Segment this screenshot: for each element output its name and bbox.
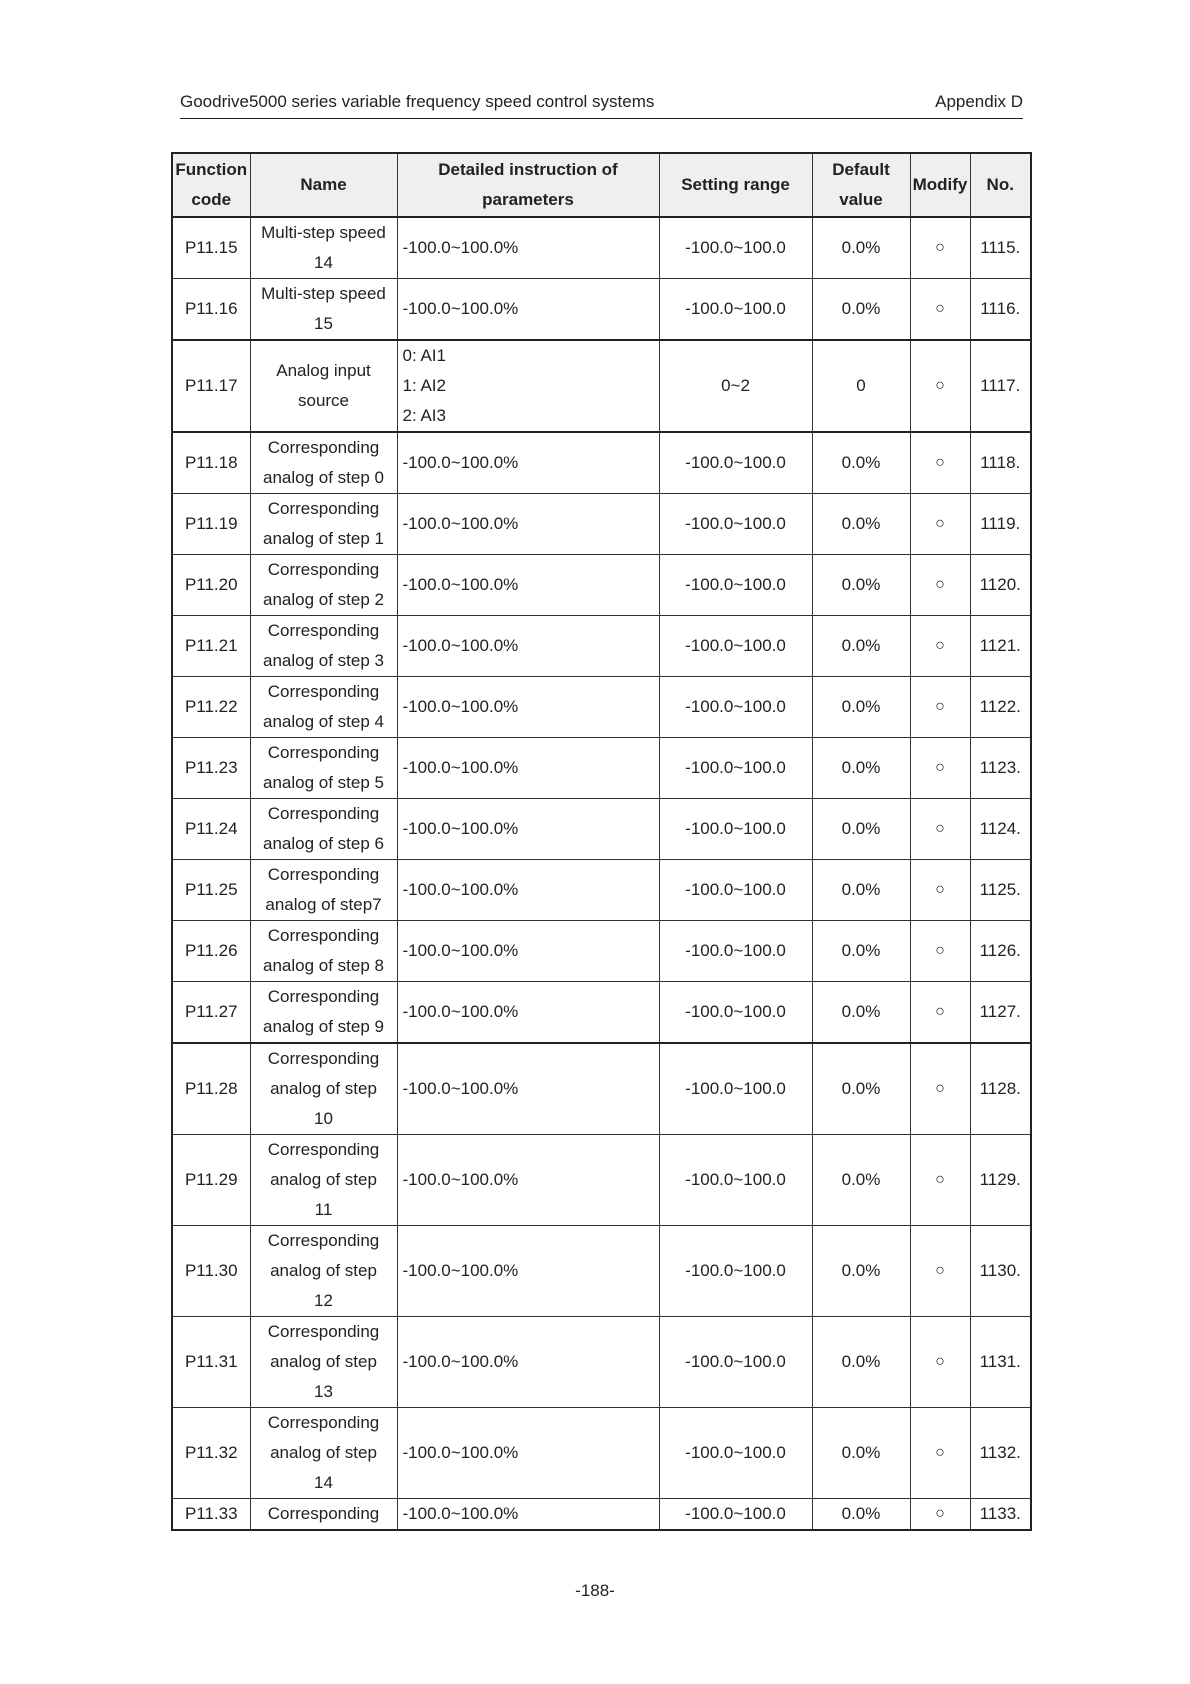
description-line: 0: AI1 xyxy=(402,346,446,365)
parameter-number: 1127. xyxy=(970,982,1031,1044)
name-line: analog of step xyxy=(270,1079,377,1098)
default-value: 0.0% xyxy=(812,677,910,738)
parameter-description xyxy=(397,494,659,555)
default-value: 0.0% xyxy=(812,217,910,279)
parameter-name xyxy=(250,555,397,616)
function-code: P11.25 xyxy=(172,860,250,921)
table-row xyxy=(172,217,1031,279)
parameter-number: 1131. xyxy=(970,1317,1031,1408)
column-header: Default value xyxy=(812,153,910,217)
default-value: 0.0% xyxy=(812,982,910,1044)
name-line: Corresponding xyxy=(267,987,380,1006)
table-row xyxy=(172,1499,1031,1531)
parameter-name xyxy=(250,982,397,1044)
column-header: Setting range xyxy=(659,153,812,217)
function-code: P11.28 xyxy=(172,1043,250,1135)
description-line: 2: AI3 xyxy=(402,406,446,425)
parameter-name xyxy=(250,616,397,677)
name-line: 11 xyxy=(314,1200,333,1219)
modify-circle-icon: ○ xyxy=(910,432,970,494)
parameter-name xyxy=(250,279,397,341)
modify-circle-icon: ○ xyxy=(910,616,970,677)
parameter-description xyxy=(397,616,659,677)
name-line: Corresponding xyxy=(267,560,380,579)
default-value: 0.0% xyxy=(812,1408,910,1499)
default-value: 0.0% xyxy=(812,1043,910,1135)
parameter-number: 1130. xyxy=(970,1226,1031,1317)
modify-circle-icon: ○ xyxy=(910,860,970,921)
modify-circle-icon: ○ xyxy=(910,677,970,738)
parameter-description xyxy=(397,1499,659,1531)
default-value: 0.0% xyxy=(812,555,910,616)
modify-circle-icon: ○ xyxy=(910,217,970,279)
name-line: Corresponding xyxy=(267,804,380,823)
table-row xyxy=(172,340,1031,432)
default-value: 0.0% xyxy=(812,1135,910,1226)
default-value: 0.0% xyxy=(812,860,910,921)
modify-circle-icon: ○ xyxy=(910,1317,970,1408)
parameter-number: 1119. xyxy=(970,494,1031,555)
parameter-number: 1133. xyxy=(970,1499,1031,1531)
parameter-description xyxy=(397,1135,659,1226)
name-line: 12 xyxy=(314,1291,333,1310)
parameter-name xyxy=(250,494,397,555)
description-line: -100.0~100.0% xyxy=(402,1170,519,1189)
modify-circle-icon: ○ xyxy=(910,1135,970,1226)
table-row xyxy=(172,1408,1031,1499)
name-line: Corresponding xyxy=(267,682,380,701)
column-header: Modify xyxy=(910,153,970,217)
parameter-description xyxy=(397,340,659,432)
name-line: analog of step xyxy=(270,1170,377,1189)
parameter-description xyxy=(397,860,659,921)
parameter-description xyxy=(397,921,659,982)
function-code: P11.32 xyxy=(172,1408,250,1499)
setting-range: -100.0~100.0 xyxy=(659,799,812,860)
name-line: Corresponding xyxy=(267,499,380,518)
parameter-name xyxy=(250,860,397,921)
setting-range: -100.0~100.0 xyxy=(659,738,812,799)
parameter-number: 1116. xyxy=(970,279,1031,341)
parameter-description xyxy=(397,738,659,799)
table-row xyxy=(172,677,1031,738)
name-line: Corresponding xyxy=(267,1140,380,1159)
modify-circle-icon: ○ xyxy=(910,1043,970,1135)
parameter-description xyxy=(397,432,659,494)
name-line: Multi-step speed xyxy=(261,223,386,242)
table-row xyxy=(172,860,1031,921)
setting-range: -100.0~100.0 xyxy=(659,982,812,1044)
parameter-number: 1118. xyxy=(970,432,1031,494)
name-line: analog of step 5 xyxy=(263,773,384,792)
setting-range: -100.0~100.0 xyxy=(659,1226,812,1317)
description-line: 1: AI2 xyxy=(402,376,446,395)
setting-range: -100.0~100.0 xyxy=(659,921,812,982)
column-header: No. xyxy=(970,153,1031,217)
description-line: -100.0~100.0% xyxy=(402,636,519,655)
setting-range: -100.0~100.0 xyxy=(659,1043,812,1135)
parameter-description xyxy=(397,1408,659,1499)
function-code: P11.33 xyxy=(172,1499,250,1531)
modify-circle-icon: ○ xyxy=(910,555,970,616)
function-code: P11.30 xyxy=(172,1226,250,1317)
document-title: Goodrive5000 series variable frequency speed control systems xyxy=(180,92,655,111)
setting-range: -100.0~100.0 xyxy=(659,1408,812,1499)
parameter-description xyxy=(397,1043,659,1135)
parameter-name xyxy=(250,921,397,982)
parameter-description xyxy=(397,1317,659,1408)
parameter-number: 1128. xyxy=(970,1043,1031,1135)
description-line: -100.0~100.0% xyxy=(402,1352,519,1371)
table-row xyxy=(172,1317,1031,1408)
name-line: analog of step 2 xyxy=(263,590,384,609)
modify-circle-icon: ○ xyxy=(910,279,970,341)
table-row xyxy=(172,921,1031,982)
description-line: -100.0~100.0% xyxy=(402,1443,519,1462)
name-line: 14 xyxy=(314,253,333,272)
parameter-number: 1125. xyxy=(970,860,1031,921)
name-line: Multi-step speed xyxy=(261,284,386,303)
description-line: -100.0~100.0% xyxy=(402,697,519,716)
description-line: -100.0~100.0% xyxy=(402,1079,519,1098)
name-line: analog of step 6 xyxy=(263,834,384,853)
description-line: -100.0~100.0% xyxy=(402,299,519,318)
name-line: analog of step xyxy=(270,1443,377,1462)
name-line: analog of step 8 xyxy=(263,956,384,975)
description-line: -100.0~100.0% xyxy=(402,1261,519,1280)
setting-range: -100.0~100.0 xyxy=(659,1135,812,1226)
table-row xyxy=(172,982,1031,1044)
function-code: P11.26 xyxy=(172,921,250,982)
default-value: 0.0% xyxy=(812,432,910,494)
table-row xyxy=(172,1226,1031,1317)
name-line: 13 xyxy=(314,1382,333,1401)
name-line: analog of step 9 xyxy=(263,1017,384,1036)
parameter-number: 1122. xyxy=(970,677,1031,738)
setting-range: -100.0~100.0 xyxy=(659,555,812,616)
default-value: 0.0% xyxy=(812,616,910,677)
description-line: -100.0~100.0% xyxy=(402,575,519,594)
parameter-table xyxy=(171,152,1032,1531)
modify-circle-icon: ○ xyxy=(910,1499,970,1531)
parameter-name xyxy=(250,799,397,860)
setting-range: -100.0~100.0 xyxy=(659,616,812,677)
page-number: -188- xyxy=(575,1581,615,1600)
modify-circle-icon: ○ xyxy=(910,494,970,555)
name-line: Corresponding xyxy=(267,438,380,457)
default-value: 0.0% xyxy=(812,1499,910,1531)
name-line: Corresponding xyxy=(267,1231,380,1250)
function-code: P11.20 xyxy=(172,555,250,616)
page-header xyxy=(180,88,1023,119)
appendix-label: Appendix D xyxy=(935,92,1023,111)
parameter-name xyxy=(250,1043,397,1135)
name-line: 14 xyxy=(314,1473,333,1492)
setting-range: -100.0~100.0 xyxy=(659,677,812,738)
description-line: -100.0~100.0% xyxy=(402,941,519,960)
name-line: source xyxy=(297,391,350,410)
setting-range: 0~2 xyxy=(659,340,812,432)
function-code: P11.19 xyxy=(172,494,250,555)
setting-range: -100.0~100.0 xyxy=(659,860,812,921)
modify-circle-icon: ○ xyxy=(910,1408,970,1499)
table-row xyxy=(172,494,1031,555)
function-code: P11.16 xyxy=(172,279,250,341)
name-line: Analog input xyxy=(276,361,371,380)
table-row xyxy=(172,1135,1031,1226)
default-value: 0.0% xyxy=(812,738,910,799)
parameter-name xyxy=(250,1408,397,1499)
table-header-row xyxy=(172,153,1031,217)
name-line: analog of step xyxy=(270,1261,377,1280)
function-code: P11.24 xyxy=(172,799,250,860)
description-line: -100.0~100.0% xyxy=(402,1002,519,1021)
parameter-name xyxy=(250,1226,397,1317)
name-line: analog of step 3 xyxy=(263,651,384,670)
name-line: Corresponding xyxy=(267,1504,380,1523)
name-line: Corresponding xyxy=(267,621,380,640)
parameter-name xyxy=(250,738,397,799)
description-line: -100.0~100.0% xyxy=(402,758,519,777)
default-value: 0.0% xyxy=(812,799,910,860)
function-code: P11.17 xyxy=(172,340,250,432)
parameter-number: 1132. xyxy=(970,1408,1031,1499)
function-code: P11.21 xyxy=(172,616,250,677)
description-line: -100.0~100.0% xyxy=(402,238,519,257)
parameter-number: 1120. xyxy=(970,555,1031,616)
setting-range: -100.0~100.0 xyxy=(659,1499,812,1531)
parameter-description xyxy=(397,1226,659,1317)
default-value: 0.0% xyxy=(812,279,910,341)
table-row xyxy=(172,432,1031,494)
description-line: -100.0~100.0% xyxy=(402,819,519,838)
description-line: -100.0~100.0% xyxy=(402,880,519,899)
column-header: Name xyxy=(250,153,397,217)
parameter-description xyxy=(397,982,659,1044)
modify-circle-icon: ○ xyxy=(910,738,970,799)
parameter-number: 1124. xyxy=(970,799,1031,860)
parameter-number: 1126. xyxy=(970,921,1031,982)
function-code: P11.23 xyxy=(172,738,250,799)
column-header: Function code xyxy=(172,153,250,217)
parameter-number: 1117. xyxy=(970,340,1031,432)
name-line: analog of step xyxy=(270,1352,377,1371)
name-line: analog of step 0 xyxy=(263,468,384,487)
name-line: Corresponding xyxy=(267,743,380,762)
parameter-description xyxy=(397,677,659,738)
parameter-number: 1123. xyxy=(970,738,1031,799)
default-value: 0.0% xyxy=(812,1226,910,1317)
parameter-name xyxy=(250,1135,397,1226)
function-code: P11.15 xyxy=(172,217,250,279)
default-value: 0.0% xyxy=(812,921,910,982)
name-line: Corresponding xyxy=(267,1322,380,1341)
parameter-name xyxy=(250,340,397,432)
setting-range: -100.0~100.0 xyxy=(659,279,812,341)
description-line: -100.0~100.0% xyxy=(402,453,519,472)
name-line: Corresponding xyxy=(267,1049,380,1068)
parameter-name xyxy=(250,677,397,738)
table-row xyxy=(172,799,1031,860)
name-line: Corresponding xyxy=(267,1413,380,1432)
modify-circle-icon: ○ xyxy=(910,799,970,860)
name-line: Corresponding xyxy=(267,865,380,884)
parameter-name xyxy=(250,1317,397,1408)
parameter-description xyxy=(397,555,659,616)
modify-circle-icon: ○ xyxy=(910,1226,970,1317)
table-row xyxy=(172,738,1031,799)
function-code: P11.22 xyxy=(172,677,250,738)
function-code: P11.31 xyxy=(172,1317,250,1408)
setting-range: -100.0~100.0 xyxy=(659,217,812,279)
default-value: 0 xyxy=(812,340,910,432)
function-code: P11.27 xyxy=(172,982,250,1044)
function-code: P11.18 xyxy=(172,432,250,494)
parameter-description xyxy=(397,279,659,341)
parameter-description xyxy=(397,799,659,860)
name-line: analog of step7 xyxy=(265,895,382,914)
parameter-number: 1115. xyxy=(970,217,1031,279)
modify-circle-icon: ○ xyxy=(910,982,970,1044)
setting-range: -100.0~100.0 xyxy=(659,432,812,494)
function-code: P11.29 xyxy=(172,1135,250,1226)
table-row xyxy=(172,555,1031,616)
name-line: 10 xyxy=(314,1109,333,1128)
name-line: 15 xyxy=(314,314,333,333)
description-line: -100.0~100.0% xyxy=(402,1504,519,1523)
table-row xyxy=(172,616,1031,677)
table-row xyxy=(172,1043,1031,1135)
parameter-number: 1121. xyxy=(970,616,1031,677)
setting-range: -100.0~100.0 xyxy=(659,494,812,555)
table-row xyxy=(172,279,1031,341)
modify-circle-icon: ○ xyxy=(910,340,970,432)
modify-circle-icon: ○ xyxy=(910,921,970,982)
parameter-name xyxy=(250,217,397,279)
parameter-description xyxy=(397,217,659,279)
parameter-name xyxy=(250,1499,397,1531)
column-header: Detailed instruction of parameters xyxy=(397,153,659,217)
default-value: 0.0% xyxy=(812,1317,910,1408)
setting-range: -100.0~100.0 xyxy=(659,1317,812,1408)
description-line: -100.0~100.0% xyxy=(402,514,519,533)
name-line: analog of step 4 xyxy=(263,712,384,731)
parameter-name xyxy=(250,432,397,494)
table-body xyxy=(172,217,1031,1530)
default-value: 0.0% xyxy=(812,494,910,555)
name-line: Corresponding xyxy=(267,926,380,945)
parameter-number: 1129. xyxy=(970,1135,1031,1226)
name-line: analog of step 1 xyxy=(263,529,384,548)
